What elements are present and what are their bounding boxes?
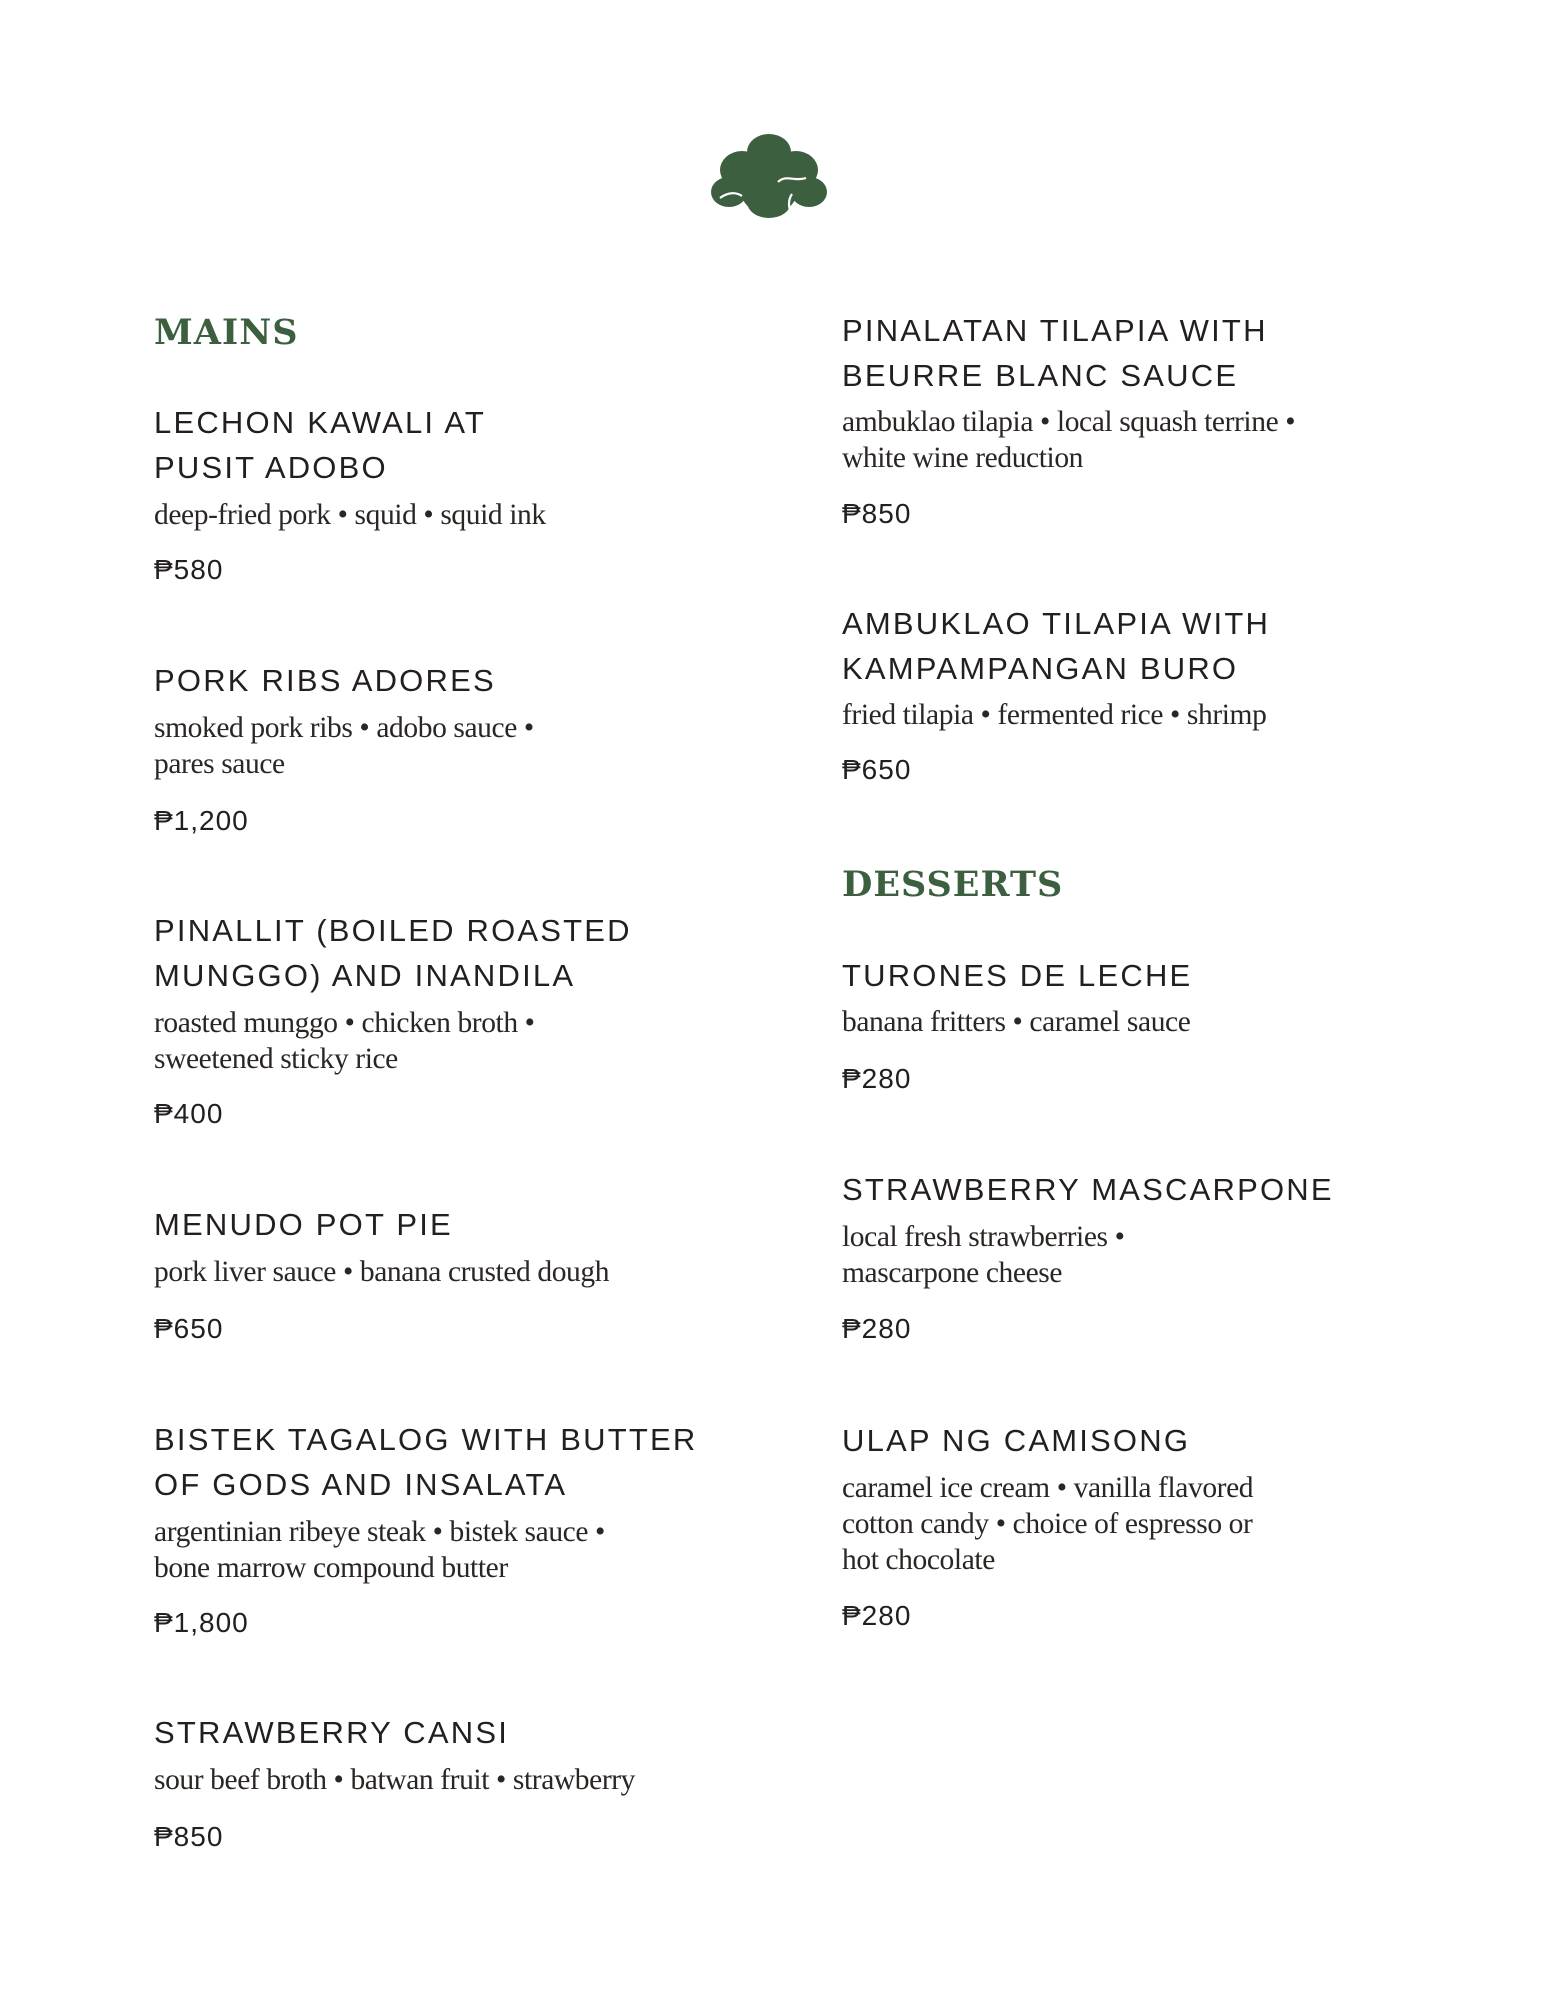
menu-item-description: deep-fried pork • squid • squid ink [154, 499, 546, 531]
menu-item-description: fried tilapia • fermented rice • shrimp [842, 699, 1267, 731]
menu-item-description: caramel ice cream • vanilla flavored cotton candy • choice of espresso or hot chocolate [842, 1472, 1254, 1576]
menu-item-description: ambuklao tilapia • local squash terrine • white wine reduction [842, 406, 1296, 474]
menu-item-description: sour beef broth • batwan fruit • strawberry [154, 1764, 636, 1796]
menu-item-price: ₱280 [842, 1063, 912, 1094]
menu-item-description: smoked pork ribs • adobo sauce • pares sauce [154, 712, 534, 780]
clover-cloud-logo-icon [710, 130, 828, 220]
menu-item-price: ₱650 [154, 1313, 224, 1344]
menu-item-description: local fresh strawberries • mascarpone cheese [842, 1221, 1125, 1289]
menu-item-name: PINALLIT (BOILED ROASTED MUNGGO) AND INANDILA [154, 913, 632, 993]
menu-item-name: AMBUKLAO TILAPIA WITH KAMPAMPANGAN BURO [842, 606, 1271, 686]
menu-item-price: ₱850 [842, 498, 912, 529]
menu-item-price: ₱580 [154, 554, 224, 585]
menu-item-price: ₱400 [154, 1098, 224, 1129]
menu-item-description: roasted munggo • chicken broth • sweetened sticky rice [154, 1007, 535, 1075]
menu-item-price: ₱650 [842, 754, 912, 785]
menu-item-name: TURONES DE LECHE [842, 958, 1193, 993]
menu-item-price: ₱280 [842, 1600, 912, 1631]
menu-item-price: ₱1,200 [154, 805, 249, 836]
menu-item-price: ₱850 [154, 1821, 224, 1852]
menu-item-price: ₱1,800 [154, 1607, 249, 1638]
menu-item-name: BISTEK TAGALOG WITH BUTTER OF GODS AND INSALATA [154, 1422, 698, 1502]
menu-item-name: MENUDO POT PIE [154, 1207, 453, 1242]
menu-item-name: STRAWBERRY CANSI [154, 1715, 510, 1750]
menu-item-name: ULAP NG CAMISONG [842, 1423, 1191, 1458]
menu-item-name: PINALATAN TILAPIA WITH BEURRE BLANC SAUCE [842, 313, 1268, 393]
menu-item-name: PORK RIBS ADORES [154, 663, 496, 698]
section-title-desserts: DESSERTS [842, 864, 1064, 905]
section-title-mains: MAINS [154, 312, 299, 353]
menu-item-description: pork liver sauce • banana crusted dough [154, 1256, 610, 1288]
menu-item-name: LECHON KAWALI AT PUSIT ADOBO [154, 405, 487, 485]
menu-item-name: STRAWBERRY MASCARPONE [842, 1172, 1334, 1207]
menu-item-price: ₱280 [842, 1313, 912, 1344]
menu-item-description: argentinian ribeye steak • bistek sauce • bone marrow compound butter [154, 1516, 605, 1584]
menu-item-description: banana fritters • caramel sauce [842, 1006, 1191, 1038]
